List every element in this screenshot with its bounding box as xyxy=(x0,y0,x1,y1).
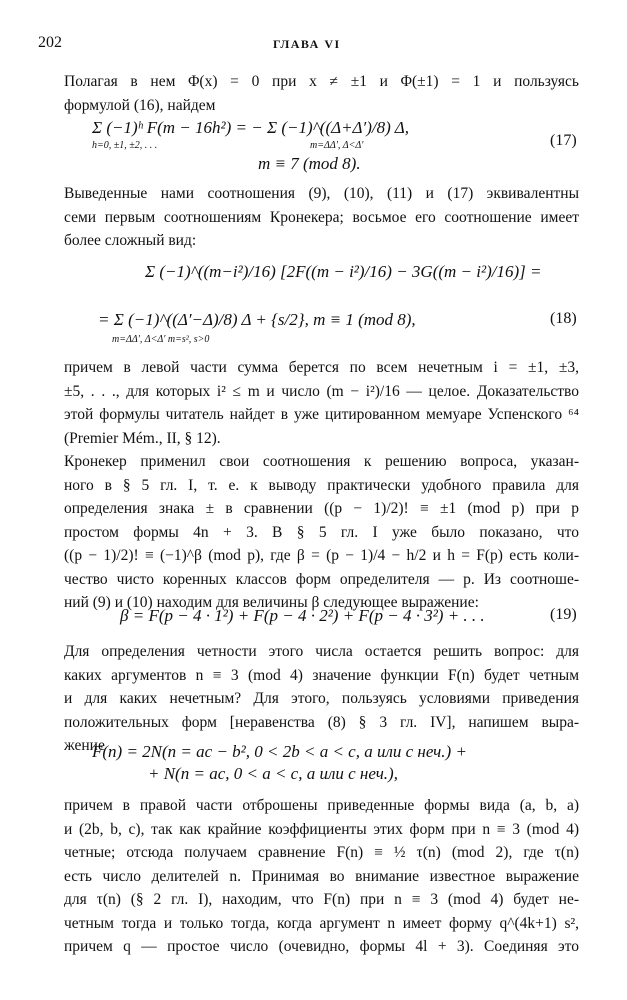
text-line: ±5, . . ., для которых i² ≤ m и число (m − i²)/16 — целое. Доказательство xyxy=(64,382,579,400)
paragraph-6 xyxy=(64,794,579,959)
text-line: определения знака ± в сравнении ((p − 1)/2)! ≡ ±1 (mod p) при p xyxy=(64,500,579,517)
text-line: Для определения четности этого числа остается решить вопрос: для xyxy=(64,643,579,660)
paragraph-2 xyxy=(64,182,579,253)
equation-19-number: (19) xyxy=(550,606,577,623)
equation-17-line-2: m ≡ 7 (mod 8). xyxy=(258,154,361,173)
text-line: каких аргументов n ≡ 3 (mod 4) значение функции F(n) будет четным xyxy=(64,666,579,684)
text-line: жение xyxy=(64,737,105,754)
paragraph-3 xyxy=(64,356,579,450)
equation-20-line-2: + N(n = ac, 0 < a < c, a или c неч.), xyxy=(148,764,398,783)
text-line: простом формы 4n + 3. В § 5 гл. I уже было показано, что xyxy=(64,523,579,541)
equation-17-number: (17) xyxy=(550,132,577,149)
text-line: и (2b, b, c), так как крайние коэффициенты этих форм при n ≡ 3 (mod 4) xyxy=(64,820,579,838)
equation-19: β = F(p − 4 · 1²) + F(p − 4 · 2²) + F(p − 4 · 3²) + . . . xyxy=(120,606,485,625)
text-line: Кронекер применил свои соотношения к решению вопроса, указан- xyxy=(64,453,579,470)
text-line: четным тогда и только тогда, когда аргумент n имеет форму q^(4k+1) s², xyxy=(64,914,579,932)
text-line: и для каких нечетным? Для этого, пользуясь условиями приведения xyxy=(64,690,579,707)
equation-17-sub-left: h=0, ±1, ±2, . . . xyxy=(92,140,158,151)
equation-18-sub: m=ΔΔ′, Δ<Δ′ m=s², s>0 xyxy=(112,334,210,345)
text-line: причем в правой части отброшены приведенные формы вида (a, b, a) xyxy=(64,797,579,814)
page-number: 202 xyxy=(38,34,62,51)
text-line: этой формулы читатель найдет в уже цитированном мемуаре Успенского ⁶⁴ xyxy=(64,406,579,423)
text-line: для τ(n) (§ 2 гл. I), находим, что F(n) при n ≡ 3 (mod 4) будет не- xyxy=(64,891,579,908)
text-line: положительных форм [неравенства (8) § 3 гл. IV], напишем выра- xyxy=(64,713,579,731)
text-line: чество чисто коренных классов форм определителя — p. Из соотноше- xyxy=(64,570,579,588)
equation-20-line-1: F(n) = 2N(n = ac − b², 0 < 2b < a < c, a или c неч.) + xyxy=(92,742,467,761)
text-line: Полагая в нем Φ(x) = 0 при x ≠ ±1 и Φ(±1) = 1 и пользуясь xyxy=(64,73,579,90)
paragraph-1 xyxy=(64,70,579,117)
text-line: есть число делителей n. Принимая во внимание известное выражение xyxy=(64,867,579,885)
text-line: семи первым соотношениям Кронекера; восьмое его соотношение имеет xyxy=(64,208,579,226)
text-line: причем q — простое число (очевидно, формы 4l + 3). Соединяя это xyxy=(64,938,579,955)
text-line: причем в левой части сумма берется по всем нечетным i = ±1, ±3, xyxy=(64,359,579,376)
chapter-title: ГЛАВА VI xyxy=(273,37,341,51)
text-line: (Premier Mém., II, § 12). xyxy=(64,429,221,447)
equation-17-sub-right: m=ΔΔ′, Δ<Δ′ xyxy=(310,140,364,151)
equation-17-line-1: Σ (−1)ʰ F(m − 16h²) = − Σ (−1)^((Δ+Δ′)/8) Δ, xyxy=(92,118,409,137)
text-line: ного в § 5 гл. I, т. е. к выводу практически удобного правила для xyxy=(64,476,579,494)
equation-18-number: (18) xyxy=(550,310,577,327)
text-line: формулой (16), найдем xyxy=(64,96,216,114)
equation-18-line-2: = Σ (−1)^((Δ′−Δ)/8) Δ + {s/2}, m ≡ 1 (mod 8), xyxy=(98,310,416,329)
text-line: четные; отсюда получаем сравнение F(n) ≡ ½ τ(n) (mod 2), где τ(n) xyxy=(64,844,579,861)
text-line: ний (9) и (10) находим для величины β следующее выражение: xyxy=(64,594,479,611)
equation-18-line-1: Σ (−1)^((m−i²)/16) [2F((m − i²)/16) − 3G((m − i²)/16)] = xyxy=(145,262,542,281)
text-line: более сложный вид: xyxy=(64,232,197,249)
text-line: ((p − 1)/2)! ≡ (−1)^β (mod p), где β = (p − 1)/4 − h/2 и h = F(p) есть коли- xyxy=(64,547,579,564)
text-line: Выведенные нами соотношения (9), (10), (11) и (17) эквивалентны xyxy=(64,185,579,202)
paragraph-5 xyxy=(64,640,579,758)
paragraph-4 xyxy=(64,450,579,615)
